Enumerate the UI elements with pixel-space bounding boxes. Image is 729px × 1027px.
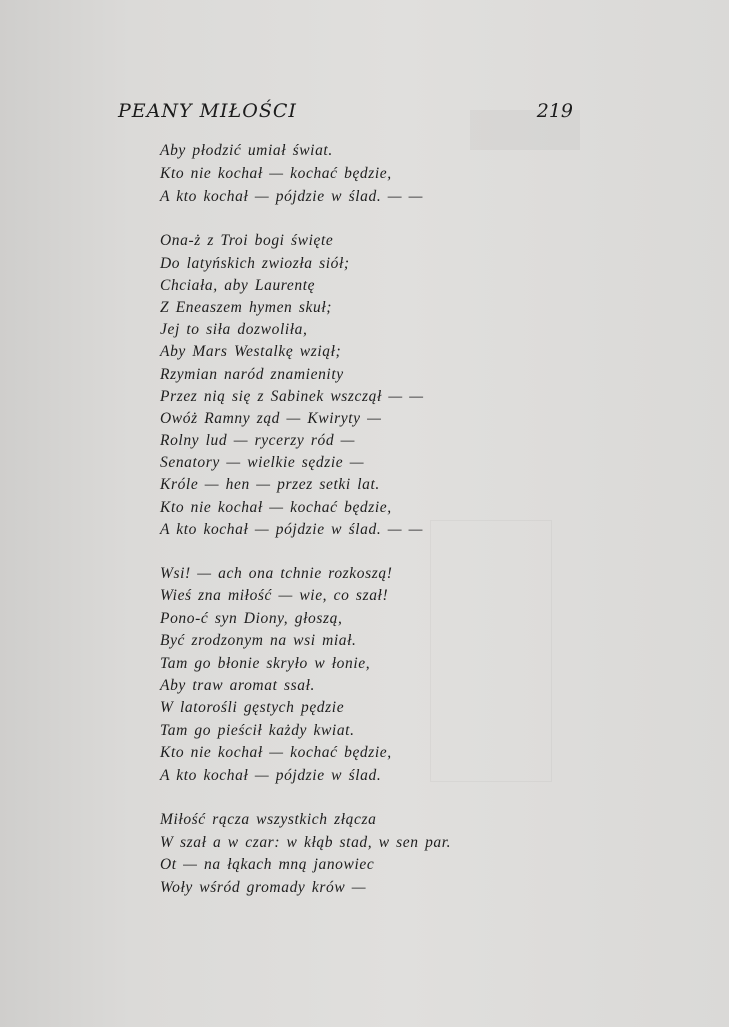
verse-line: W latorośli gęstych pędzie (160, 699, 345, 717)
verse-line: A kto kochał — pójdzie w ślad. — — (160, 520, 424, 538)
verse-line: Króle — hen — przez setki lat. (160, 476, 380, 494)
verse-line: Tam go pieścił każdy kwiat. (160, 721, 355, 739)
verse-line: Kto nie kochał — kochać będzie, (160, 744, 392, 762)
stanza (160, 230, 580, 541)
verse-line: A kto kochał — pójdzie w ślad. (160, 766, 382, 784)
stanza (160, 809, 580, 899)
verse-line: Wsi! — ach ona tchnie rozkoszą! (160, 565, 393, 583)
verse-line: Owóż Ramny ząd — Kwiryty — (160, 409, 382, 427)
verse-line: Aby Mars Westalkę wziął; (160, 343, 342, 361)
verse-line: Przez nią się z Sabinek wszczął — — (160, 387, 424, 405)
verse-line: Rolny lud — rycerzy ród — (160, 432, 356, 450)
verse-line: Być zrodzonym na wsi miał. (160, 632, 357, 650)
verse-line: Kto nie kochał — kochać będzie, (160, 164, 392, 182)
verse-line: Chciała, aby Laurentę (160, 276, 316, 294)
verse-line: Jej to siła dozwoliła, (160, 321, 308, 339)
poem-text (160, 140, 580, 921)
verse-line: Tam go błonie skryło w łonie, (160, 654, 371, 672)
verse-line: A kto kochał — pójdzie w ślad. — — (160, 187, 424, 205)
verse-line: Pono-ć syn Diony, głoszą, (160, 609, 343, 627)
verse-line: Miłość rącza wszystkich złącza (160, 810, 377, 828)
running-title: PEANY MIŁOŚCI (118, 100, 297, 122)
verse-line: Senatory — wielkie sędzie — (160, 454, 365, 472)
stanza (160, 140, 580, 208)
verse-line: Woły wśród gromady krów — (160, 878, 367, 896)
verse-line: Ot — na łąkach mną janowiec (160, 856, 375, 874)
page-number: 219 (536, 100, 573, 122)
verse-line: Z Eneaszem hymen skuł; (160, 298, 333, 316)
verse-line: Ona-ż z Troi bogi święte (160, 232, 334, 250)
verse-line: Do latyńskich zwiozła siół; (160, 254, 350, 272)
verse-line: Rzymian naród znamienity (160, 365, 344, 383)
verse-line: Kto nie kochał — kochać będzie, (160, 498, 392, 516)
verse-line: W szał a w czar: w kłąb stad, w sen par. (160, 833, 452, 851)
verse-line: Wieś zna miłość — wie, co szał! (160, 587, 389, 605)
verse-line: Aby płodzić umiał świat. (160, 142, 333, 159)
stanza (160, 563, 580, 787)
verse-line: Aby traw aromat ssał. (160, 676, 315, 694)
page-header (118, 100, 573, 128)
